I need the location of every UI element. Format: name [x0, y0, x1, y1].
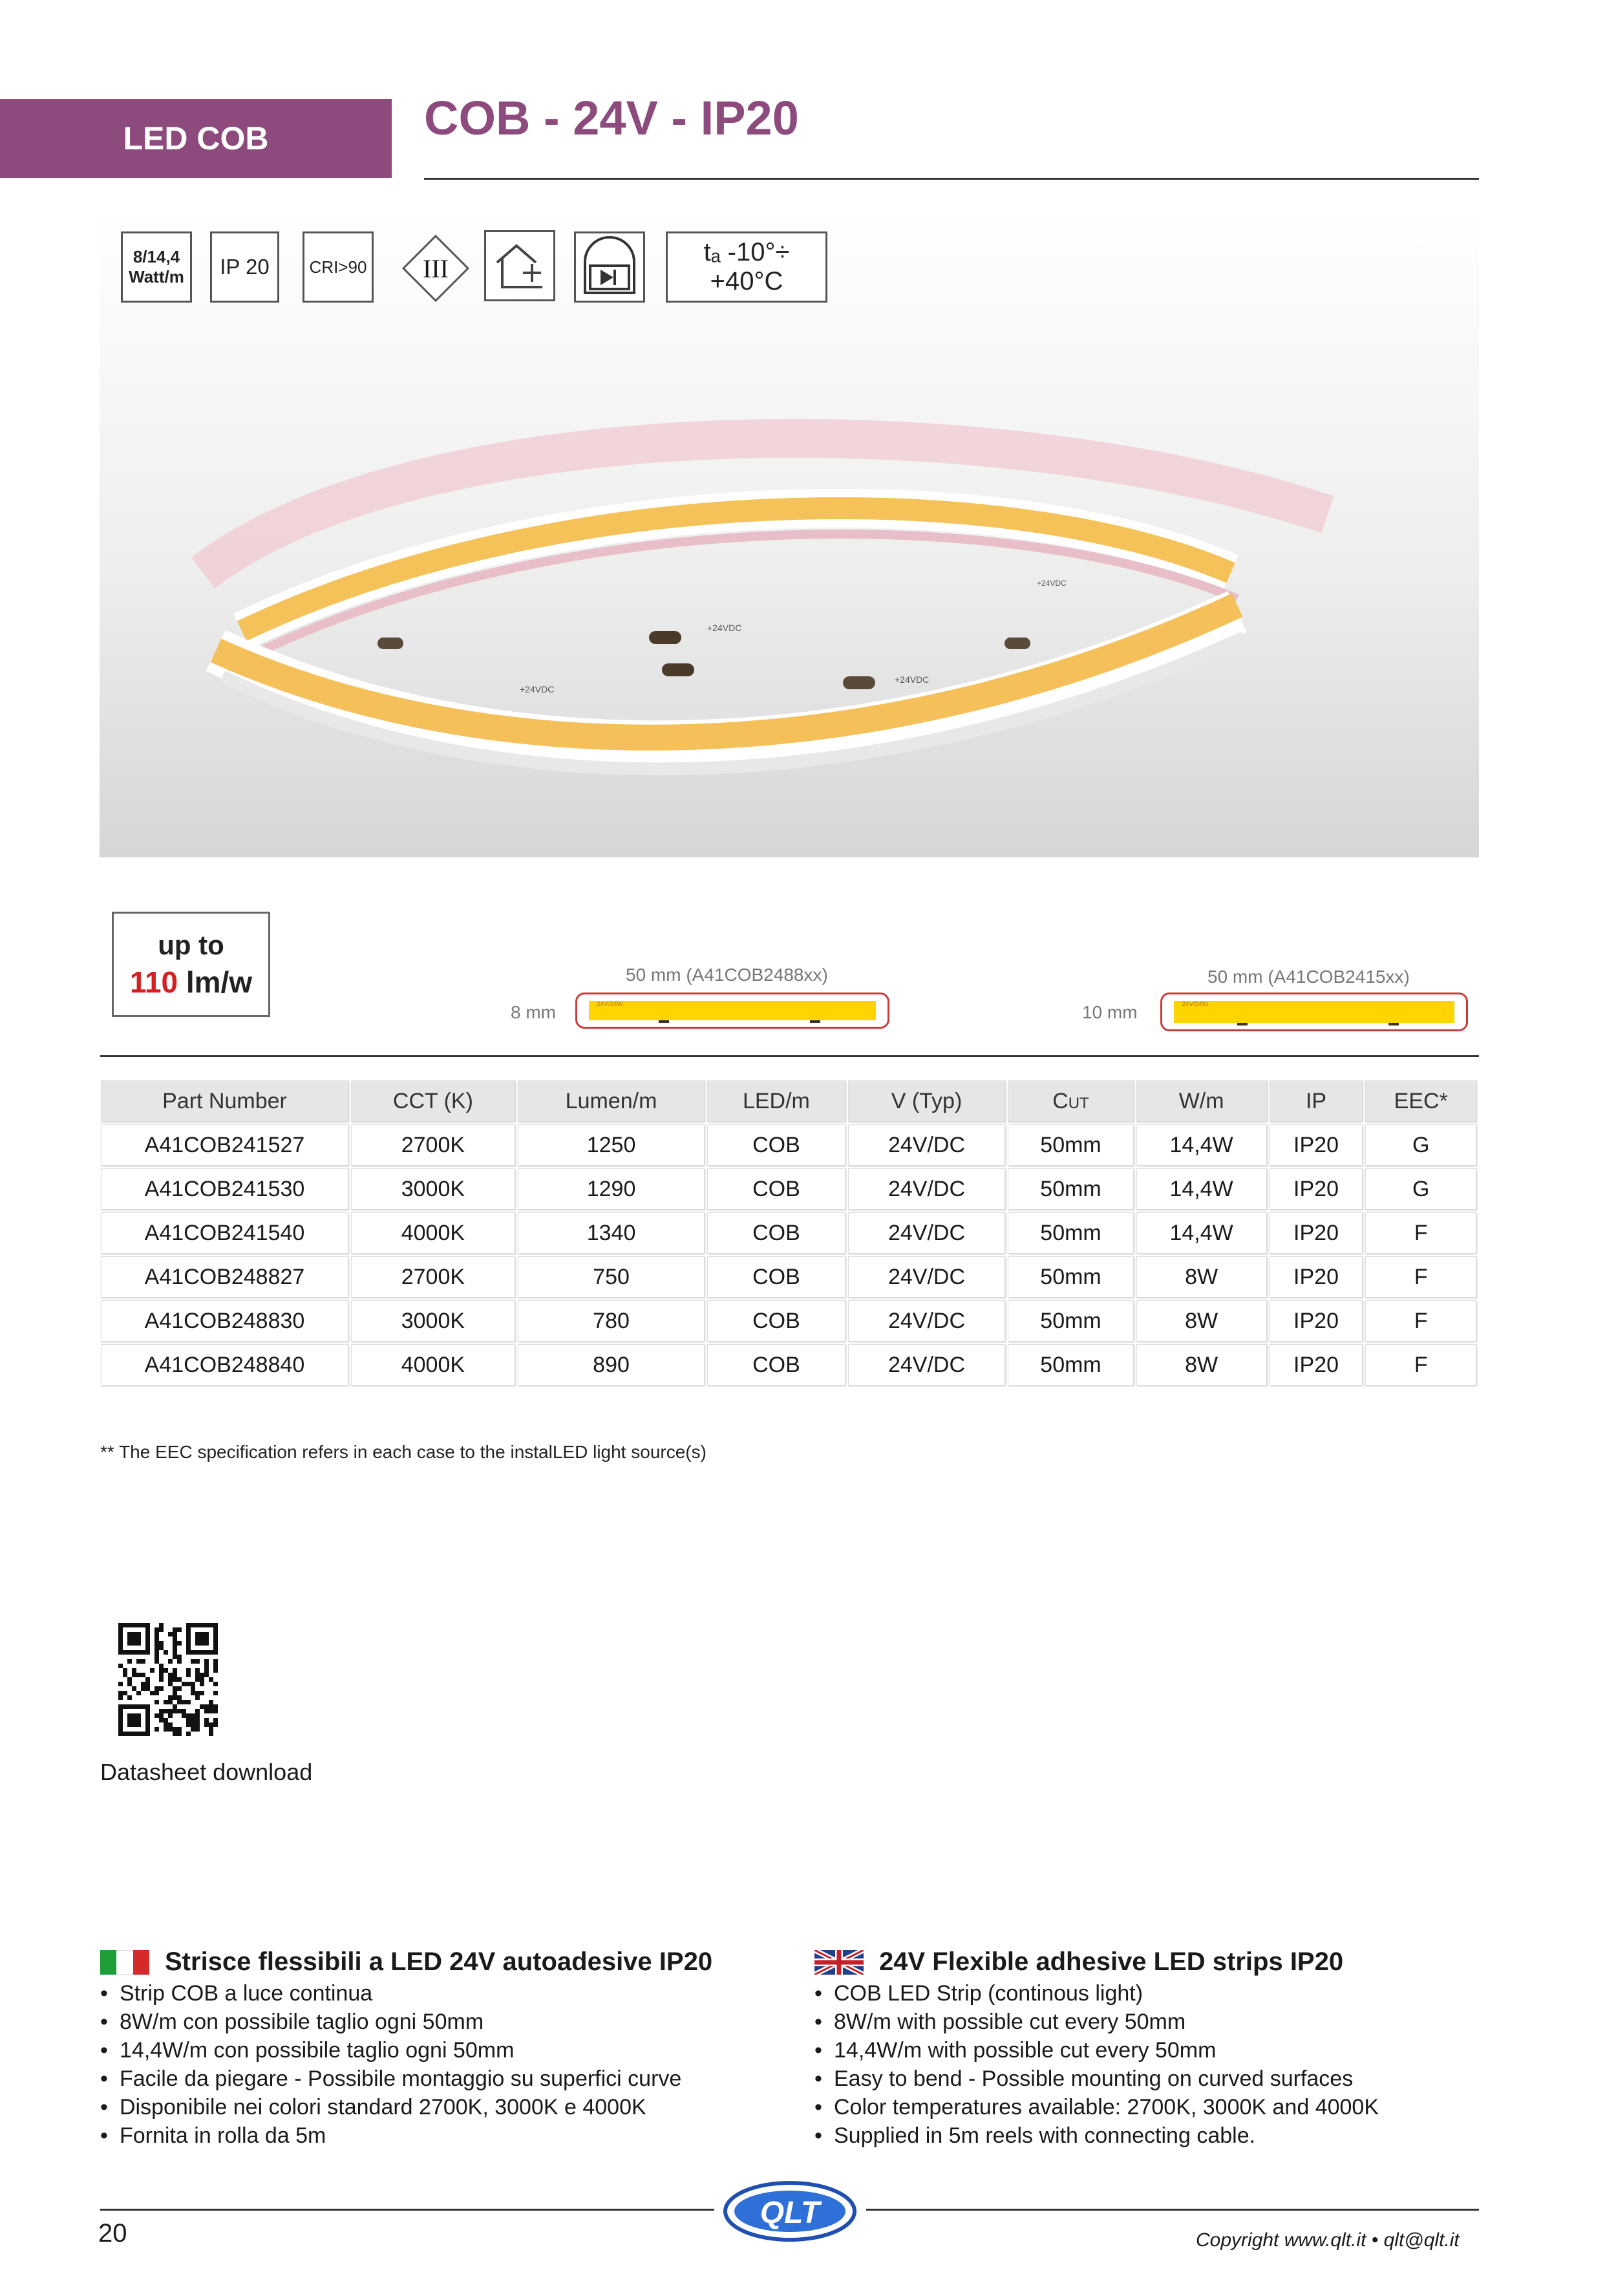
table-cell: IP20: [1270, 1344, 1363, 1386]
table-cell: 8W: [1136, 1344, 1267, 1386]
indoor-use-icon: [484, 230, 555, 301]
table-cell: G: [1365, 1124, 1476, 1166]
table-cell: G: [1365, 1168, 1476, 1210]
table-cell: A41COB248830: [101, 1300, 348, 1342]
temperature-range-icon: [666, 231, 827, 303]
table-cell: 1340: [518, 1212, 705, 1254]
italian-section: [100, 1947, 712, 2150]
english-title: 24V Flexible adhesive LED strips IP20: [879, 1947, 1344, 1976]
title-divider: [424, 178, 1479, 180]
photo-label: +24VDC: [520, 684, 555, 694]
footer-rule-right: [866, 2209, 1479, 2211]
copyright: Copyright www.qlt.it • qlt@qlt.it: [1196, 2229, 1460, 2251]
ip-rating-icon: [210, 231, 279, 303]
italian-feature-list: [100, 1979, 712, 2150]
table-cell: 4000K: [351, 1344, 515, 1386]
list-item: • 14,4W/m with possible cut every 50mm: [814, 2036, 1379, 2065]
efficiency-unit: lm/w: [186, 965, 253, 999]
table-cell: A41COB241540: [101, 1212, 348, 1254]
strip-a-print: 24V/24W: [597, 1001, 624, 1008]
table-cell: 50mm: [1008, 1256, 1133, 1298]
list-item: • Color temperatures available: 2700K, 3000K and 4000K: [814, 2093, 1379, 2121]
list-item: • Fornita in rolla da 5m: [100, 2121, 712, 2150]
list-item: • Disponibile nei colori standard 2700K, 3000K e 4000K: [100, 2093, 712, 2121]
class-iii-icon: [401, 234, 470, 303]
efficiency-value: 110: [129, 965, 178, 999]
italy-flag-icon: [100, 1950, 149, 1975]
table-cell: IP20: [1270, 1168, 1363, 1210]
list-item: • 14,4W/m con possibile taglio ogni 50mm: [100, 2036, 712, 2065]
table-cell: 50mm: [1008, 1344, 1133, 1386]
table-row: [101, 1344, 1476, 1386]
uk-flag-icon: [814, 1950, 864, 1975]
table-cell: F: [1365, 1212, 1476, 1254]
header-watt: W/m: [1136, 1080, 1267, 1122]
list-item: • Strip COB a luce continua: [100, 1979, 712, 2008]
category-tag: LED COB: [0, 99, 392, 178]
table-cell: 24V/DC: [848, 1124, 1006, 1166]
temperature-range-label: tₐ -10°÷ +40°C: [703, 238, 790, 295]
table-cell: F: [1365, 1256, 1476, 1298]
table-cell: COB: [707, 1212, 845, 1254]
power-unit: Watt/m: [129, 267, 184, 286]
table-cell: F: [1365, 1344, 1476, 1386]
qlt-logo: [719, 2178, 861, 2249]
header-part-number: Part Number: [101, 1080, 348, 1122]
efficiency-prefix: up to: [158, 929, 224, 960]
led-strip-reel-image: [100, 211, 1479, 857]
strip-b-cut-label: 50 mm (A41COB2415xx): [1207, 967, 1410, 987]
page-number: 20: [98, 2219, 127, 2248]
table-cell: IP20: [1270, 1300, 1363, 1342]
section-divider: [100, 1055, 1479, 1057]
english-feature-list: [814, 1979, 1379, 2150]
table-cell: COB: [707, 1124, 845, 1166]
list-item: • Easy to bend - Possible mounting on curved surfaces: [814, 2065, 1379, 2093]
table-cell: COB: [707, 1344, 845, 1386]
table-cell: COB: [707, 1168, 845, 1210]
table-row: [101, 1256, 1476, 1298]
dimmable-icon: [574, 231, 645, 303]
spec-table-wrapper: [98, 1078, 1479, 1388]
table-cell: IP20: [1270, 1212, 1363, 1254]
table-cell: A41COB241530: [101, 1168, 348, 1210]
table-cell: 3000K: [351, 1300, 515, 1342]
table-cell: IP20: [1270, 1124, 1363, 1166]
table-cell: COB: [707, 1300, 845, 1342]
header-voltage: V (Typ): [848, 1080, 1006, 1122]
strip-b-width-label: 10 mm: [1082, 1002, 1138, 1022]
table-cell: IP20: [1270, 1256, 1363, 1298]
datasheet-download-link[interactable]: Datasheet download: [100, 1759, 313, 1785]
strip-b-diagram: [1160, 992, 1468, 1031]
table-cell: 24V/DC: [848, 1300, 1006, 1342]
ip-rating-label: IP 20: [220, 255, 270, 279]
table-header-row: [101, 1080, 1476, 1122]
list-item: • 8W/m con possibile taglio ogni 50mm: [100, 2008, 712, 2036]
table-cell: 1250: [518, 1124, 705, 1166]
table-cell: 750: [518, 1256, 705, 1298]
table-cell: 4000K: [351, 1212, 515, 1254]
photo-label: +24VDC: [895, 674, 930, 685]
table-cell: 24V/DC: [848, 1344, 1006, 1386]
strip-a-diagram: [575, 992, 889, 1029]
table-cell: F: [1365, 1300, 1476, 1342]
header-led: LED/m: [707, 1080, 845, 1122]
table-cell: 2700K: [351, 1256, 515, 1298]
strip-a-width-label: 8 mm: [511, 1002, 556, 1022]
english-section: [814, 1947, 1379, 2150]
product-photo: [100, 211, 1479, 857]
table-cell: 890: [518, 1344, 705, 1386]
logo-text: QLT: [760, 2196, 820, 2230]
page-title: COB - 24V - IP20: [424, 91, 799, 145]
table-cell: 50mm: [1008, 1300, 1133, 1342]
header-cut: Cut: [1008, 1080, 1133, 1122]
table-cell: 14,4W: [1136, 1124, 1267, 1166]
spec-table: [98, 1078, 1479, 1388]
class-label: III: [423, 254, 449, 283]
table-row: [101, 1212, 1476, 1254]
photo-label: +24VDC: [707, 623, 742, 633]
table-cell: 14,4W: [1136, 1212, 1267, 1254]
list-item: • Supplied in 5m reels with connecting cable.: [814, 2121, 1379, 2150]
list-item: • COB LED Strip (continous light): [814, 1979, 1379, 2008]
eec-footnote: ** The EEC specification refers in each case to the instalLED light source(s): [100, 1442, 707, 1462]
cri-label: CRI>90: [309, 257, 367, 277]
table-cell: 24V/DC: [848, 1256, 1006, 1298]
footer-rule-left: [100, 2209, 714, 2211]
list-item: • Facile da piegare - Possibile montaggio su superfici curve: [100, 2065, 712, 2093]
table-cell: 24V/DC: [848, 1212, 1006, 1254]
table-row: [101, 1300, 1476, 1342]
table-cell: 2700K: [351, 1124, 515, 1166]
header-eec: EEC*: [1365, 1080, 1476, 1122]
table-cell: A41COB248827: [101, 1256, 348, 1298]
italian-title: Strisce flessibili a LED 24V autoadesive IP20: [165, 1947, 713, 1976]
photo-label: +24VDC: [1037, 579, 1067, 588]
table-cell: 780: [518, 1300, 705, 1342]
header-lumen: Lumen/m: [518, 1080, 705, 1122]
efficiency-badge: [112, 912, 270, 1017]
power-value: 8/14,4: [133, 246, 180, 266]
table-cell: 50mm: [1008, 1212, 1133, 1254]
strip-b-print: 24V/24W: [1182, 1001, 1209, 1008]
table-cell: A41COB241527: [101, 1124, 348, 1166]
qr-code[interactable]: [118, 1623, 222, 1744]
cri-icon: [303, 231, 374, 303]
table-cell: 50mm: [1008, 1124, 1133, 1166]
table-cell: 14,4W: [1136, 1168, 1267, 1210]
strip-a-cut-label: 50 mm (A41COB2488xx): [626, 965, 828, 985]
list-item: • 8W/m with possible cut every 50mm: [814, 2008, 1379, 2036]
table-row: [101, 1168, 1476, 1210]
table-cell: 3000K: [351, 1168, 515, 1210]
header-ip: IP: [1270, 1080, 1363, 1122]
table-row: [101, 1124, 1476, 1166]
power-icon: [121, 231, 192, 303]
table-cell: 1290: [518, 1168, 705, 1210]
table-cell: 24V/DC: [848, 1168, 1006, 1210]
table-cell: 8W: [1136, 1300, 1267, 1342]
table-cell: A41COB248840: [101, 1344, 348, 1386]
table-cell: COB: [707, 1256, 845, 1298]
header-cct: CCT (K): [351, 1080, 515, 1122]
table-cell: 8W: [1136, 1256, 1267, 1298]
table-cell: 50mm: [1008, 1168, 1133, 1210]
